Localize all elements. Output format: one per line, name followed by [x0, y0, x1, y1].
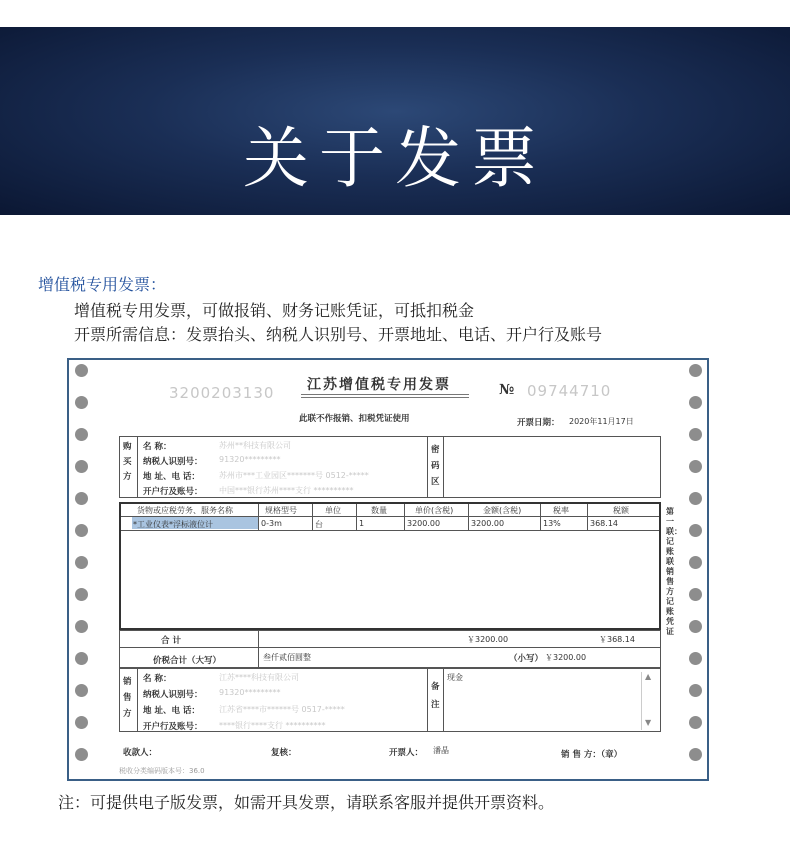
divider: [427, 436, 428, 498]
tractor-hole-icon: [75, 748, 88, 761]
tractor-hole-icon: [689, 460, 702, 473]
buyer-name: 苏州**科技有限公司: [219, 441, 291, 450]
grand-total-label: 价税合计（大写）: [153, 656, 222, 666]
seller-name-label: 名 称：: [143, 674, 172, 684]
seller-address-label: 地 址、电 话：: [143, 706, 200, 716]
title-underline: [301, 394, 469, 395]
issuer-name: 潘晶: [433, 746, 449, 755]
divider: [404, 504, 405, 530]
buyer-address-label: 地 址、电 话：: [143, 472, 200, 482]
column-header: 金额(含税): [483, 506, 522, 515]
table-cell[interactable]: 0-3m: [261, 519, 282, 528]
remark-scrollbar[interactable]: [641, 672, 655, 730]
seller-side-label: 销 售 方: [123, 677, 132, 719]
divider: [443, 436, 444, 498]
divider: [540, 504, 541, 530]
seller-stamp-label: 销 售 方：（章）: [561, 750, 623, 760]
page-title: 关于发票: [243, 120, 547, 197]
divider: [468, 504, 469, 530]
buyer-address: 苏州市***工业园区*******号 0512-*****: [219, 471, 369, 480]
divider: [427, 668, 428, 732]
total-amount: ￥3200.00: [467, 635, 509, 644]
column-header: 单位: [325, 506, 341, 515]
buyer-bank-label: 开户行及账号：: [143, 487, 203, 497]
tractor-hole-icon: [75, 524, 88, 537]
buyer-bank: 中国***银行苏州****支行 **********: [219, 486, 354, 495]
tractor-hole-icon: [689, 428, 702, 441]
tractor-hole-icon: [75, 492, 88, 505]
grand-small-label: （小写）: [509, 654, 544, 664]
divider: [443, 668, 444, 732]
tractor-hole-icon: [75, 396, 88, 409]
column-header: 单价(含税): [415, 506, 454, 515]
tractor-hole-icon: [689, 588, 702, 601]
invoice-no-label: №: [499, 382, 515, 398]
tractor-hole-icon: [689, 524, 702, 537]
scroll-up-icon[interactable]: ▲: [645, 672, 652, 681]
invoice-code: 3200203130: [169, 384, 275, 402]
table-cell[interactable]: 3200.00: [407, 519, 441, 528]
divider: [119, 647, 661, 648]
grand-small-amount: ￥3200.00: [545, 653, 587, 662]
reviewer-label: 复核：: [271, 748, 297, 758]
buyer-taxid-label: 纳税人识别号：: [143, 457, 203, 467]
receiver-label: 收款人：: [123, 748, 158, 758]
tractor-hole-icon: [75, 588, 88, 601]
tractor-hole-icon: [689, 556, 702, 569]
tractor-hole-icon: [689, 620, 702, 633]
divider: [121, 530, 659, 531]
seller-bank-label: 开户行及账号：: [143, 722, 203, 732]
tractor-hole-icon: [75, 716, 88, 729]
divider: [356, 504, 357, 530]
seller-name: 江苏****科技有限公司: [219, 673, 299, 682]
seller-address: 江苏省****市******号 0517-*****: [219, 705, 345, 714]
total-tax: ￥368.14: [599, 635, 635, 644]
total-label: 合 计: [161, 636, 181, 646]
tractor-hole-icon: [689, 492, 702, 505]
invoice-paper: [69, 360, 707, 779]
tractor-hole-icon: [689, 652, 702, 665]
divider: [137, 436, 138, 498]
remark-label: 备 注: [431, 682, 440, 710]
tractor-hole-icon: [75, 620, 88, 633]
seller-taxid-label: 纳税人识别号：: [143, 690, 203, 700]
divider: [137, 668, 138, 732]
grand-total-words: 叁仟贰佰圆整: [263, 653, 311, 662]
column-header: 货物或应税劳务、服务名称: [137, 506, 233, 515]
header-banner: [0, 27, 790, 215]
seller-bank: ****银行****支行 **********: [219, 721, 326, 730]
tractor-hole-icon: [689, 748, 702, 761]
table-cell[interactable]: *工业仪表*浮标液位计: [133, 520, 213, 529]
remark-text[interactable]: 现金: [447, 673, 463, 682]
divider: [587, 504, 588, 530]
date-label: 开票日期：: [517, 418, 560, 428]
tractor-hole-icon: [75, 428, 88, 441]
tractor-hole-icon: [75, 364, 88, 377]
invoice-date: 2020年11月17日: [569, 417, 634, 426]
tractor-hole-icon: [75, 652, 88, 665]
buyer-taxid: 91320*********: [219, 455, 281, 464]
intro-line-1: 增值税专用发票，可做报销、财务记账凭证，可抵扣税金: [74, 301, 475, 320]
intro-line-2: 开票所需信息：发票抬头、纳税人识别号、开票地址、电话、开户行及账号: [74, 325, 603, 344]
column-header: 数量: [371, 506, 387, 515]
scroll-down-icon[interactable]: ▼: [645, 718, 652, 727]
seller-taxid: 91320*********: [219, 688, 281, 697]
issuer-label: 开票人：: [389, 748, 424, 758]
title-underline: [301, 397, 469, 398]
buyer-side-label: 购 买 方: [123, 442, 132, 482]
invoice-title: 江苏增值税专用发票: [307, 377, 451, 393]
tractor-hole-icon: [689, 364, 702, 377]
column-header: 税率: [553, 506, 569, 515]
tractor-hole-icon: [75, 684, 88, 697]
footer-note: 注：可提供电子版发票，如需开具发票，请联系客服并提供开票资料。: [58, 793, 555, 812]
intro-section: [38, 272, 602, 347]
tractor-hole-icon: [75, 460, 88, 473]
tractor-hole-icon: [689, 716, 702, 729]
password-area-label: 密 码 区: [431, 445, 440, 487]
divider: [312, 504, 313, 530]
tractor-hole-icon: [689, 684, 702, 697]
version-note: 税收分类编码版本号：36.0: [119, 767, 205, 775]
buyer-name-label: 名 称：: [143, 442, 172, 452]
table-cell[interactable]: 1: [359, 519, 365, 528]
invoice-image: [67, 358, 709, 781]
divider: [258, 630, 259, 668]
table-cell[interactable]: 台: [315, 520, 323, 529]
tractor-hole-icon: [689, 396, 702, 409]
tractor-hole-icon: [75, 556, 88, 569]
intro-heading: 增值税专用发票：: [38, 275, 167, 294]
invoice-number: 09744710: [527, 382, 612, 400]
column-header: 规格型号: [265, 506, 297, 515]
table-cell[interactable]: 13%: [543, 519, 561, 528]
table-cell[interactable]: 368.14: [590, 519, 618, 528]
invoice-subtitle: 此联不作报销、扣税凭证使用: [299, 414, 410, 424]
divider: [258, 504, 259, 530]
table-cell[interactable]: 3200.00: [471, 519, 505, 528]
copy-side-note: 第一联：记账联 销售方记账凭证: [666, 506, 682, 636]
column-header: 税额: [613, 506, 629, 515]
